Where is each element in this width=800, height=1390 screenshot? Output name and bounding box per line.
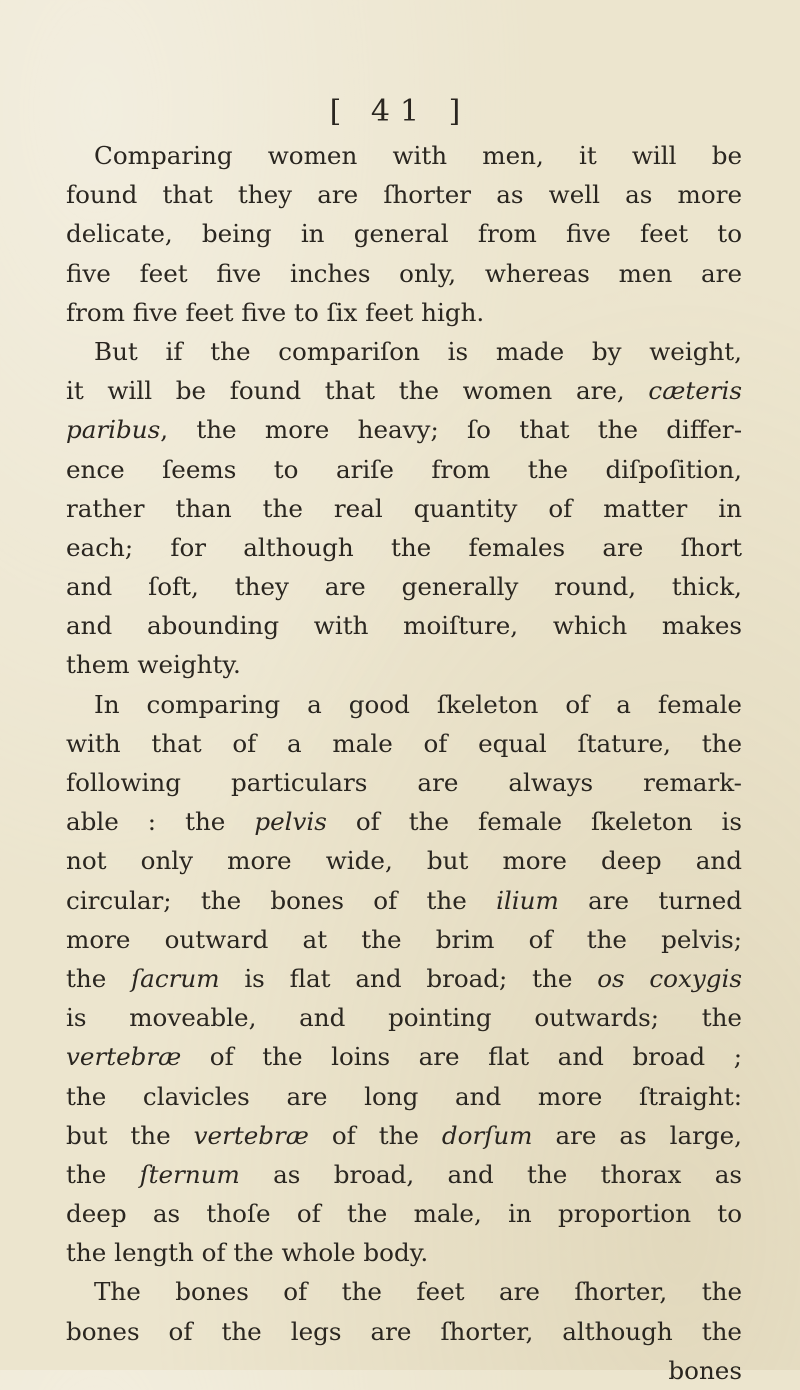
text-line: it will be found that the women are, cæteris bbox=[66, 376, 742, 406]
text-line: but the vertebræ of the dorſum are as large, bbox=[66, 1120, 742, 1150]
italic-term: paribus bbox=[66, 415, 161, 445]
body-text bbox=[66, 136, 742, 1390]
text-line: and ſoft, they are generally round, thick, bbox=[66, 572, 742, 602]
italic-term: dorſum bbox=[441, 1120, 533, 1150]
text-line: In comparing a good ſkeleton of a female bbox=[94, 689, 742, 719]
italic-term: os coxygis bbox=[597, 963, 742, 993]
text-line: circular; the bones of the ilium are turned bbox=[66, 885, 742, 915]
catchword: bones bbox=[668, 1355, 742, 1385]
italic-term: ſternum bbox=[139, 1159, 240, 1189]
text-line: ence ſeems to ariſe from the diſpoſition, bbox=[66, 454, 742, 484]
text-line: following particulars are always remark- bbox=[66, 768, 742, 797]
text-line: the length of the whole body. bbox=[66, 1238, 429, 1268]
text-line: The bones of the feet are ſhorter, the bbox=[94, 1277, 742, 1307]
text-line: the ſacrum is flat and broad; the os coxygis bbox=[66, 963, 742, 993]
page-number: [ 41 ] bbox=[329, 94, 471, 129]
text-line: But if the compariſon is made by weight, bbox=[94, 336, 742, 366]
italic-term: cæteris bbox=[648, 376, 742, 406]
text-line: bones of the legs are ſhorter, although the bbox=[66, 1316, 742, 1346]
italic-term: ſacrum bbox=[131, 963, 220, 993]
italic-term: vertebræ bbox=[193, 1120, 309, 1150]
text-line: delicate, being in general from five feet to bbox=[66, 219, 742, 249]
text-line: the ſternum as broad, and the thorax as bbox=[66, 1159, 742, 1189]
text-line: found that they are ſhorter as well as more bbox=[66, 180, 742, 210]
text-line: is moveable, and pointing outwards; the bbox=[66, 1003, 742, 1033]
italic-term: vertebræ bbox=[66, 1042, 182, 1072]
italic-term: ilium bbox=[496, 885, 559, 915]
text-line: able : the pelvis of the female ſkeleton is bbox=[66, 807, 742, 837]
text-line: deep as thoſe of the male, in proportion to bbox=[66, 1199, 742, 1229]
text-line: with that of a male of equal ſtature, the bbox=[66, 728, 742, 758]
text-line: five feet five inches only, whereas men are bbox=[66, 258, 742, 288]
text-line: rather than the real quantity of matter in bbox=[66, 493, 742, 523]
text-line: Comparing women with men, it will be bbox=[94, 141, 742, 170]
text-line: and abounding with moiſture, which makes bbox=[66, 611, 742, 641]
text-line: not only more wide, but more deep and bbox=[66, 846, 742, 876]
text-line: paribus, the more heavy; ſo that the differ- bbox=[66, 415, 742, 445]
italic-term: pelvis bbox=[254, 807, 327, 837]
text-line: them weighty. bbox=[66, 650, 241, 680]
text-line: vertebræ of the loins are flat and broad ; bbox=[66, 1042, 742, 1072]
text-line: the clavicles are long and more ſtraight: bbox=[66, 1081, 742, 1111]
text-line: more outward at the brim of the pelvis; bbox=[66, 924, 742, 954]
text-line: each; for although the females are ſhort bbox=[66, 532, 742, 562]
text-line: from five feet five to ſix feet high. bbox=[66, 297, 485, 327]
